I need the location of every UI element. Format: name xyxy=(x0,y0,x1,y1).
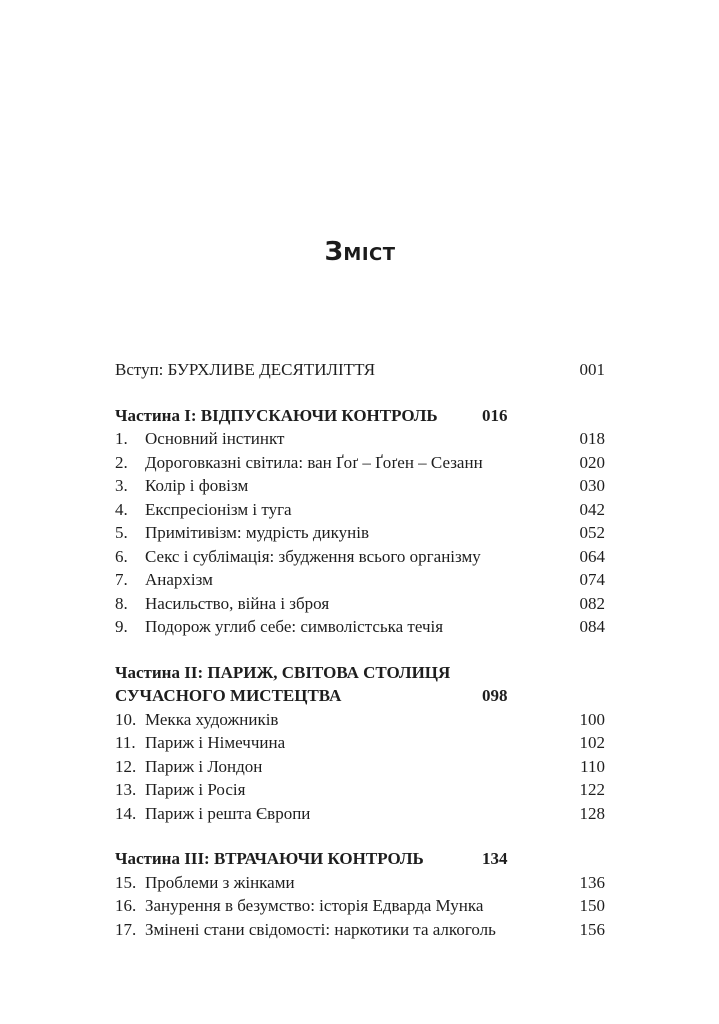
toc-entry xyxy=(115,918,605,942)
toc-entry-number: 4. xyxy=(115,499,128,519)
toc-entry-page: 001 xyxy=(579,360,605,379)
toc-entry-title: Експресіонізм і туга xyxy=(145,499,292,519)
toc-entry-number: 9. xyxy=(115,617,128,636)
toc-entry-page: 156 xyxy=(579,919,605,939)
toc-entry-page: 100 xyxy=(579,709,605,729)
toc-entry-title: Занурення в безумство: історія Едварда Мунка xyxy=(145,896,484,915)
toc-entry-page: 084 xyxy=(579,617,605,636)
table-of-contents xyxy=(115,358,605,941)
toc-entry-number: 6. xyxy=(115,546,128,566)
toc-entry xyxy=(115,451,605,475)
toc-entry-page: 110 xyxy=(580,756,605,776)
toc-entry-page: 052 xyxy=(579,523,605,542)
toc-section-2 xyxy=(115,661,605,826)
toc-entry-page: 082 xyxy=(579,593,605,613)
toc-section-page: 134 xyxy=(482,849,508,868)
toc-entry xyxy=(115,498,605,522)
toc-entry-number: 3. xyxy=(115,476,128,495)
toc-entry xyxy=(115,545,605,569)
toc-entry-page: 018 xyxy=(579,429,605,448)
toc-entry xyxy=(115,521,605,545)
toc-entry-number: 2. xyxy=(115,452,128,472)
toc-entry-number: 14. xyxy=(115,803,137,823)
toc-entry-number: 16. xyxy=(115,896,137,915)
toc-entry-number: 7. xyxy=(115,570,128,589)
toc-entry-number: 8. xyxy=(115,593,128,613)
toc-entry-page: 128 xyxy=(579,803,605,823)
toc-entry-title: Проблеми з жінками xyxy=(145,872,295,892)
toc-section-3 xyxy=(115,847,605,941)
toc-section-heading xyxy=(115,404,605,428)
toc-entry xyxy=(115,568,605,592)
toc-entry-page: 030 xyxy=(579,476,605,495)
toc-entry xyxy=(115,731,605,755)
toc-entry-page: 150 xyxy=(579,896,605,915)
toc-entry-title: Насильство, війна і зброя xyxy=(145,593,330,613)
toc-entry-title: Анархізм xyxy=(145,570,213,589)
toc-entry xyxy=(115,894,605,918)
toc-entry xyxy=(115,615,605,639)
toc-entry-title: Секс і сублімація: збудження всього організму xyxy=(145,546,481,566)
toc-intro-entry xyxy=(115,358,605,382)
toc-entry-page: 136 xyxy=(579,872,605,892)
toc-entry xyxy=(115,592,605,616)
toc-entry-number: 11. xyxy=(115,733,136,752)
toc-entry xyxy=(115,871,605,895)
toc-section-title: Частина I: ВІДПУСКАЮЧИ КОНТРОЛЬ xyxy=(115,405,438,425)
toc-entry-title: Основний інстинкт xyxy=(145,429,285,448)
toc-entry-number: 1. xyxy=(115,429,128,448)
toc-section-heading xyxy=(115,847,605,871)
toc-section-heading xyxy=(115,661,605,708)
toc-entry xyxy=(115,755,605,779)
page-title: Зміст xyxy=(324,237,396,267)
toc-section-title: Частина II: ПАРИЖ, СВІТОВА СТОЛИЦЯ СУЧАСНОГО МИСТЕЦТВА xyxy=(115,662,451,705)
toc-entry-title: Дороговказні світила: ван Ґоґ – Ґоґен – Сезанн xyxy=(145,452,483,472)
toc-entry-title: Вступ: БУРХЛИВЕ ДЕСЯТИЛІТТЯ xyxy=(115,360,376,379)
toc-entry-title: Подорож углиб себе: символістська течія xyxy=(145,617,444,636)
toc-section-1 xyxy=(115,404,605,639)
toc-entry-title: Париж і Лондон xyxy=(145,756,263,776)
toc-entry-number: 13. xyxy=(115,780,137,799)
toc-entry-title: Париж і Росія xyxy=(145,780,246,799)
toc-entry xyxy=(115,802,605,826)
toc-entry-number: 12. xyxy=(115,756,137,776)
toc-entry-title: Змінені стани свідомості: наркотики та алкоголь xyxy=(145,919,496,939)
toc-entry-page: 102 xyxy=(579,733,605,752)
toc-section-page: 098 xyxy=(482,686,508,705)
toc-entry-title: Мекка художників xyxy=(145,709,279,729)
toc-entry xyxy=(115,427,605,451)
toc-entry-page: 122 xyxy=(579,780,605,799)
toc-entry-title: Париж і Німеччина xyxy=(145,733,286,752)
toc-section-title: Частина III: ВТРАЧАЮЧИ КОНТРОЛЬ xyxy=(115,849,424,868)
toc-entry-page: 020 xyxy=(579,452,605,472)
toc-section-page: 016 xyxy=(482,405,508,425)
toc-entry xyxy=(115,708,605,732)
toc-entry-number: 10. xyxy=(115,709,137,729)
toc-entry-title: Колір і фовізм xyxy=(145,476,249,495)
toc-entry-page: 042 xyxy=(579,499,605,519)
toc-entry-page: 074 xyxy=(579,570,605,589)
toc-entry-title: Примітивізм: мудрість дикунів xyxy=(145,523,369,542)
toc-entry-number: 15. xyxy=(115,872,137,892)
toc-entry-number: 5. xyxy=(115,523,128,542)
toc-entry-title: Париж і решта Європи xyxy=(145,803,311,823)
toc-entry xyxy=(115,778,605,802)
toc-entry-page: 064 xyxy=(579,546,605,566)
toc-entry xyxy=(115,474,605,498)
toc-entry-number: 17. xyxy=(115,919,137,939)
